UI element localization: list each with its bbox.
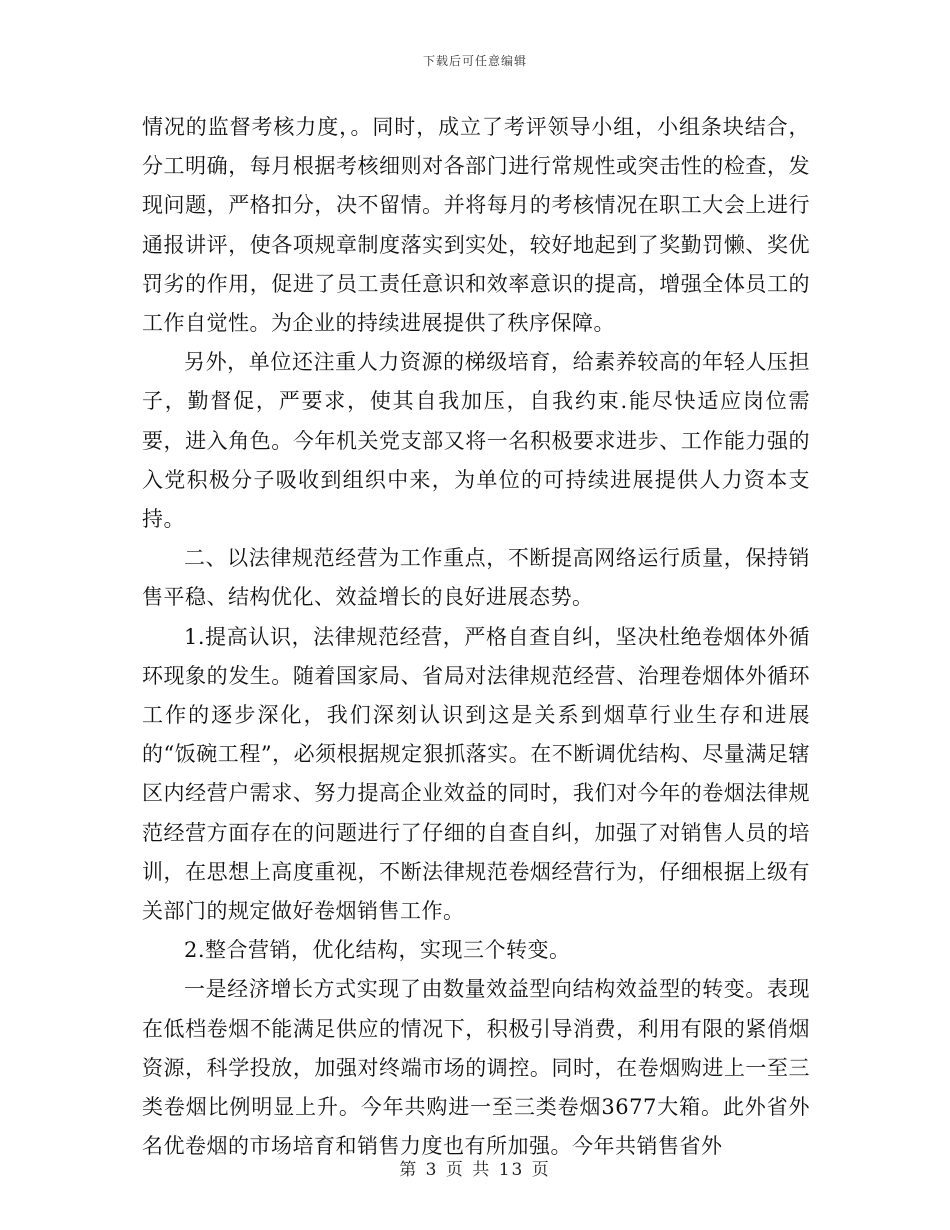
document-body (142, 108, 810, 1166)
paragraph-5: 2.整合营销，优化结构，实现三个转变。 (184, 938, 571, 963)
paragraph-3: 二、以法律规范经营为工作重点，不断提高网络运行质量，保持销售平稳、结构优化、效益增长的良好进展态势。 (142, 546, 810, 610)
paragraph-1: 情况的监督考核力度，。同时，成立了考评领导小组，小组条块结合，分工明确，每月根据考核细则对各部门进行常规性或突击性的检查，发现问题，严格扣分，决不留情。并将每月的考核情况在职工大会上进行通报讲评，使各项规章制度落实到实处，较好地起到了奖勤罚懒、奖优罚劣的作用，促进了员工责任意识和效率意识的提高，增强全体员工的工作自觉性。为企业的持续进展提供了秩序保障。 (142, 115, 810, 336)
paragraph-2: 另外，单位还注重人力资源的梯级培育，给素养较高的年轻人压担子，勤督促，严要求，使其自我加压，自我约束.能尽快适应岗位需要，进入角色。今年机关党支部又将一名积极要求进步、工作能力强的入党积极分子吸收到组织中来，为单位的可持续进展提供人力资本支持。 (142, 350, 810, 532)
paragraph-4: 1.提高认识，法律规范经营，严格自查自纠，坚决杜绝卷烟体外循环现象的发生。随着国家局、省局对法律规范经营、治理卷烟体外循环工作的逐步深化，我们深刻认识到这是关系到烟草行业生存和进展的“饭碗工程”，必须根据规定狠抓落实。在不断调优结构、尽量满足辖区内经营户需求、努力提高企业效益的同时，我们对今年的卷烟法律规范经营方面存在的问题进行了仔细的自查自纠，加强了对销售人员的培训，在思想上高度重视，不断法律规范卷烟经营行为，仔细根据上级有关部门的规定做好卷烟销售工作。 (142, 624, 810, 924)
page-header: 下载后可任意编辑 (422, 54, 527, 68)
page-footer: 第 3 页 共 13 页 (399, 1160, 551, 1180)
paragraph-6: 一是经济增长方式实现了由数量效益型向结构效益型的转变。表现在低档卷烟不能满足供应的情况下，积极引导消费，利用有限的紧俏烟资源，科学投放，加强对终端市场的调控。同时，在卷烟购进上一至三类卷烟比例明显上升。今年共购进一至三类卷烟3677大箱。此外省外名优卷烟的市场培育和销售力度也有所加强。今年共销售省外 (142, 977, 810, 1159)
